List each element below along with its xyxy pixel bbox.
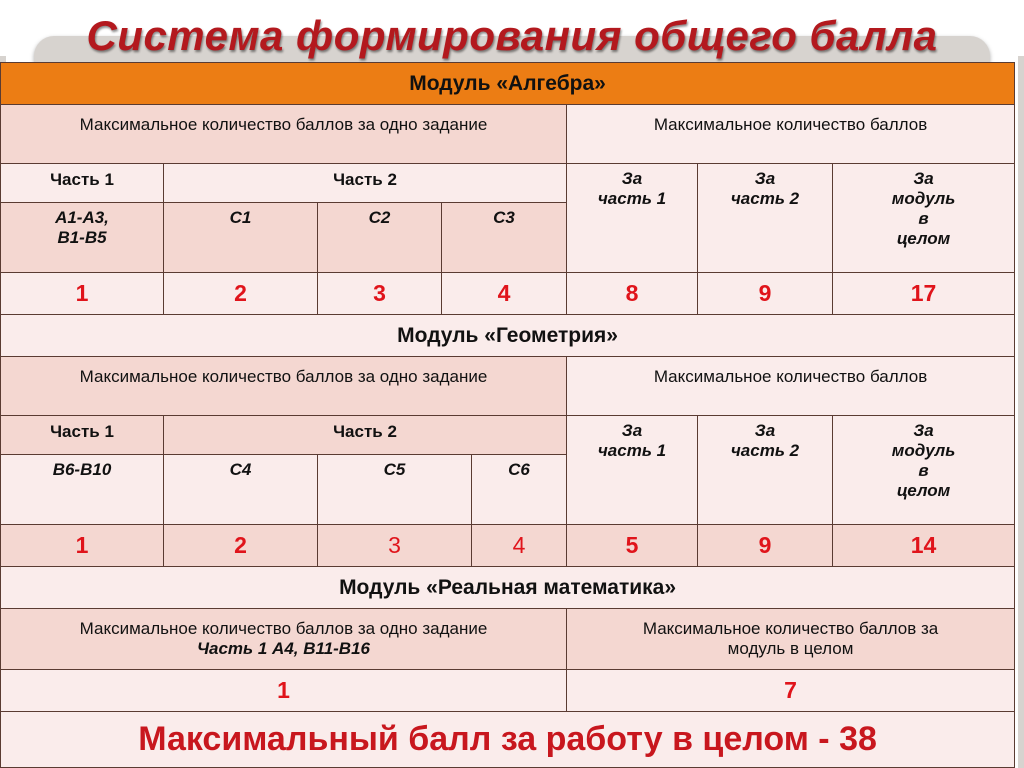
geometry-max-per-task: Максимальное количество баллов за одно задание xyxy=(1,357,567,416)
geometry-value: 4 xyxy=(472,525,567,567)
geometry-c5: С5 xyxy=(318,455,472,525)
algebra-value: 9 xyxy=(698,273,833,315)
total-row xyxy=(1,712,1015,768)
algebra-value: 4 xyxy=(442,273,567,315)
right-frame xyxy=(1018,56,1024,768)
algebra-for-part2: За часть 2 xyxy=(698,164,833,273)
real-math-header-row xyxy=(1,567,1015,609)
score-table xyxy=(0,62,1015,768)
real-math-max-module: Максимальное количество баллов за модуль в целом xyxy=(567,609,1015,670)
algebra-value: 2 xyxy=(164,273,318,315)
real-math-max-per-task: Максимальное количество баллов за одно задание Часть 1 А4, В11-В16 xyxy=(1,609,567,670)
real-math-value: 1 xyxy=(1,670,567,712)
algebra-max-row xyxy=(1,105,1015,164)
algebra-c3: С3 xyxy=(442,203,567,273)
geometry-value: 2 xyxy=(164,525,318,567)
algebra-c1: С1 xyxy=(164,203,318,273)
real-math-max-row xyxy=(1,609,1015,670)
geometry-value: 14 xyxy=(833,525,1015,567)
algebra-max-per-task: Максимальное количество баллов за одно задание xyxy=(1,105,567,164)
algebra-header-row xyxy=(1,63,1015,105)
algebra-max-total: Максимальное количество баллов xyxy=(567,105,1015,164)
algebra-tasks-part1: А1-А3, В1-В5 xyxy=(1,203,164,273)
geometry-c6: С6 xyxy=(472,455,567,525)
geometry-for-module: За модуль в целом xyxy=(833,416,1015,525)
algebra-value: 1 xyxy=(1,273,164,315)
geometry-header-row xyxy=(1,315,1015,357)
geometry-value: 1 xyxy=(1,525,164,567)
real-math-tasks: Часть 1 А4, В11-В16 xyxy=(196,639,370,658)
geometry-c4: С4 xyxy=(164,455,318,525)
algebra-value: 3 xyxy=(318,273,442,315)
geometry-value: 9 xyxy=(698,525,833,567)
geometry-for-part2: За часть 2 xyxy=(698,416,833,525)
algebra-value: 17 xyxy=(833,273,1015,315)
algebra-values-row xyxy=(1,273,1015,315)
algebra-c2: С2 xyxy=(318,203,442,273)
slide-title: Система формирования общего балла xyxy=(86,12,938,59)
algebra-part2: Часть 2 xyxy=(164,164,567,203)
real-math-header: Модуль «Реальная математика» xyxy=(1,567,1015,609)
geometry-parts-row xyxy=(1,416,1015,455)
geometry-for-part1: За часть 1 xyxy=(567,416,698,525)
geometry-value: 3 xyxy=(318,525,472,567)
real-math-values-row xyxy=(1,670,1015,712)
geometry-max-row xyxy=(1,357,1015,416)
geometry-value: 5 xyxy=(567,525,698,567)
algebra-for-part1: За часть 1 xyxy=(567,164,698,273)
geometry-max-total: Максимальное количество баллов xyxy=(567,357,1015,416)
geometry-values-row xyxy=(1,525,1015,567)
algebra-value: 8 xyxy=(567,273,698,315)
total-score: Максимальный балл за работу в целом - 38 xyxy=(1,712,1015,768)
geometry-part1: Часть 1 xyxy=(1,416,164,455)
geometry-header: Модуль «Геометрия» xyxy=(1,315,1015,357)
algebra-header: Модуль «Алгебра» xyxy=(1,63,1015,105)
geometry-part2: Часть 2 xyxy=(164,416,567,455)
real-math-value: 7 xyxy=(567,670,1015,712)
algebra-parts-row xyxy=(1,164,1015,203)
algebra-part1: Часть 1 xyxy=(1,164,164,203)
algebra-for-module: За модуль в целом xyxy=(833,164,1015,273)
geometry-tasks-part1: В6-В10 xyxy=(1,455,164,525)
